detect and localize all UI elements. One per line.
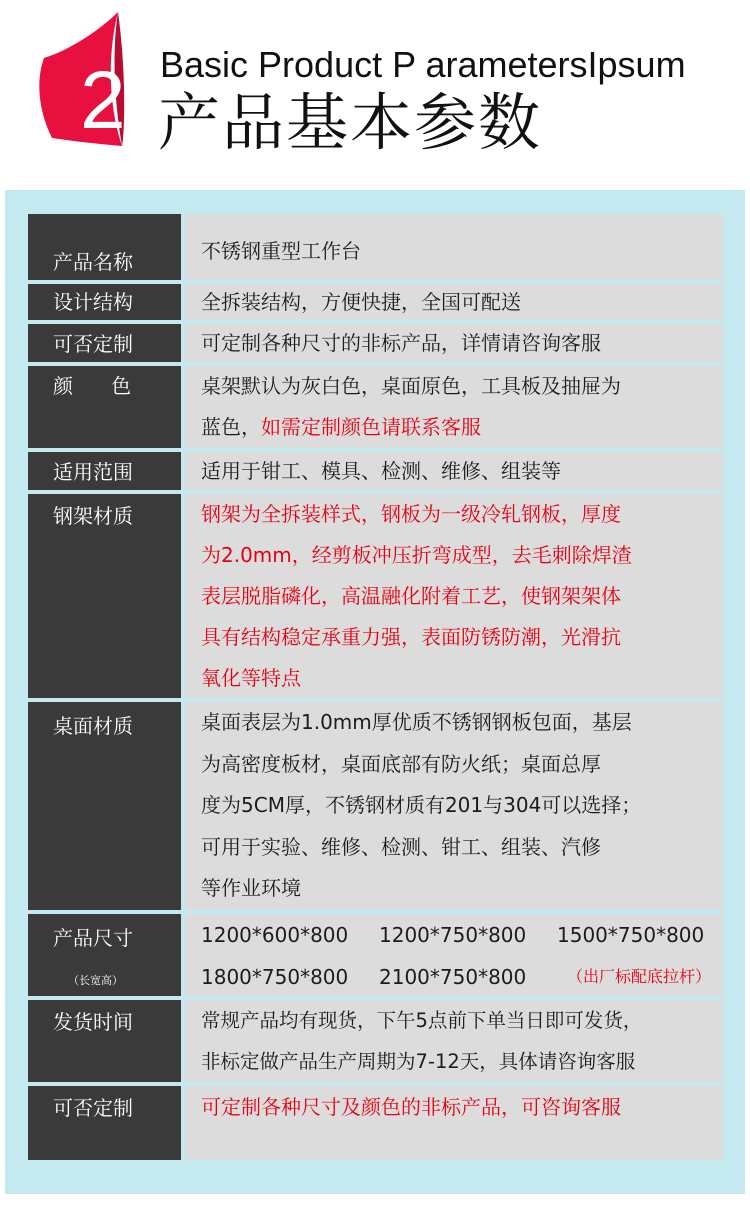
table-row (28, 1086, 723, 1160)
row-label: 颜 色 (28, 366, 181, 448)
row-value: 钢架为全拆装样式，钢板为一级冷轧钢板，厚度 为2.0mm，经剪板冲压折弯成型，去毛刺除焊渣 表层脱脂磷化，高温融化附着工艺，使钢架架体 具有结构稳定承重力强，表面防锈防潮，光滑抗 氧化等特点 (185, 494, 723, 698)
row-value: 桌架默认为灰白色，桌面原色，工具板及抽屉为 蓝色，如需定制颜色请联系客服 (185, 366, 723, 448)
table-row (28, 366, 723, 448)
row-value: 桌面表层为1.0mm厚优质不锈钢钢板包面，基层 为高密度板材，桌面底部有防火纸；桌面总厚 度为5CM厚，不锈钢材质有201与304可以选择； 可用于实验、维修、检测、钳工、组装、汽修 等作业环境 (185, 702, 723, 910)
row-label: 设计结构 (28, 284, 181, 320)
row-label: 适用范围 (28, 452, 181, 490)
section-header (0, 0, 750, 190)
table-row (28, 1000, 723, 1082)
red-flag-number-badge (30, 10, 130, 150)
size-option: 1800*750*800 (201, 965, 349, 989)
title-chinese: 产品基本参数 (158, 86, 543, 159)
row-label: 桌面材质 (28, 702, 181, 910)
row-value: 不锈钢重型工作台 (185, 214, 723, 280)
row-label: 可否定制 (28, 1086, 181, 1160)
row-label: 可否定制 (28, 324, 181, 362)
row-label: 钢架材质 (28, 494, 181, 698)
row-value (185, 914, 723, 996)
table-row (28, 284, 723, 320)
table-row (28, 452, 723, 490)
size-grid (201, 914, 723, 998)
row-value: 常规产品均有现货，下午5点前下单当日即可发货， 非标定做产品生产周期为7-12天，具体请咨询客服 (185, 1000, 723, 1082)
table-row (28, 914, 723, 996)
row-value: 全拆装结构，方便快捷，全国可配送 (185, 284, 723, 320)
title-english: Basic Product P arametersIpsum (160, 44, 686, 85)
size-option: 2100*750*800 (379, 965, 527, 989)
size-sub-label: （长宽高） (68, 974, 123, 987)
table-row (28, 494, 723, 698)
table-row (28, 324, 723, 362)
table-row (28, 214, 723, 280)
size-option: 1500*750*800 (557, 923, 705, 947)
row-label: 发货时间 (28, 1000, 181, 1082)
section-number: 2 (80, 55, 126, 146)
parameters-table (28, 214, 723, 1160)
size-note: （出厂标配底拉杆） (567, 967, 712, 986)
row-value: 可定制各种尺寸及颜色的非标产品，可咨询客服 (185, 1086, 723, 1160)
size-option: 1200*750*800 (379, 923, 527, 947)
row-label: 产品尺寸 （长宽高） (28, 914, 181, 996)
table-row (28, 702, 723, 910)
row-label: 产品名称 (28, 214, 181, 280)
row-value: 适用于钳工、模具、检测、维修、组装等 (185, 452, 723, 490)
row-value: 可定制各种尺寸的非标产品，详情请咨询客服 (185, 324, 723, 362)
size-option: 1200*600*800 (201, 923, 349, 947)
